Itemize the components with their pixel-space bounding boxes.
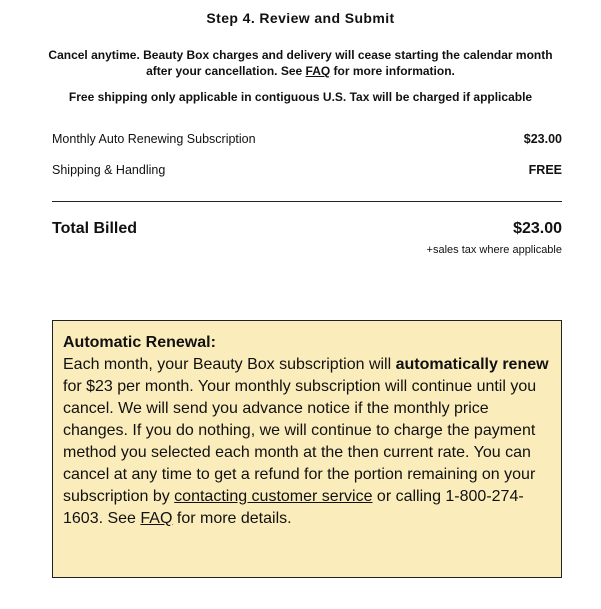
automatic-renewal-box	[52, 320, 562, 578]
total-row	[52, 220, 562, 238]
faq-link[interactable]: FAQ	[305, 64, 331, 78]
line-item-subscription	[52, 132, 562, 146]
renewal-bold-text: automatically renew	[395, 356, 549, 373]
renewal-text: or calling 1-800-274-1603. See	[63, 488, 524, 527]
renewal-faq-link[interactable]: FAQ	[140, 510, 173, 527]
cancellation-notice-text-end: for more information.	[330, 64, 455, 78]
line-item-shipping	[52, 163, 562, 177]
line-item-value: $23.00	[523, 132, 562, 146]
line-item-label: Shipping & Handling	[52, 163, 166, 177]
cancellation-notice-text: Cancel anytime. Beauty Box charges and delivery will cease starting the calendar month after your cancellation. See	[48, 48, 553, 78]
shipping-note: Free shipping only applicable in contiguous U.S. Tax will be charged if applicable	[68, 90, 533, 104]
cancellation-notice	[40, 47, 561, 79]
summary-divider	[52, 201, 562, 202]
line-item-value: FREE	[528, 163, 562, 177]
total-label: Total Billed	[52, 220, 138, 237]
renewal-text: for more details.	[172, 510, 292, 527]
tax-note: +sales tax where applicable	[426, 244, 562, 256]
line-item-label: Monthly Auto Renewing Subscription	[52, 132, 256, 146]
renewal-text: Each month, your Beauty Box subscription will	[63, 356, 396, 373]
renewal-text: for $23 per month. Your monthly subscription will continue until you cancel. We will send you advance notice if the monthly price changes. If you do nothing, we will continue to charge the payment method you selected each month at the then current rate. You can cancel at any time to get a refund for the portion remaining on your subscription by	[63, 378, 537, 505]
renewal-body	[63, 354, 551, 530]
step-title: Step 4. Review and Submit	[206, 10, 395, 26]
renewal-title: Automatic Renewal:	[63, 334, 216, 351]
contact-customer-service-link[interactable]: contacting customer service	[174, 488, 373, 505]
total-value: $23.00	[513, 220, 562, 237]
